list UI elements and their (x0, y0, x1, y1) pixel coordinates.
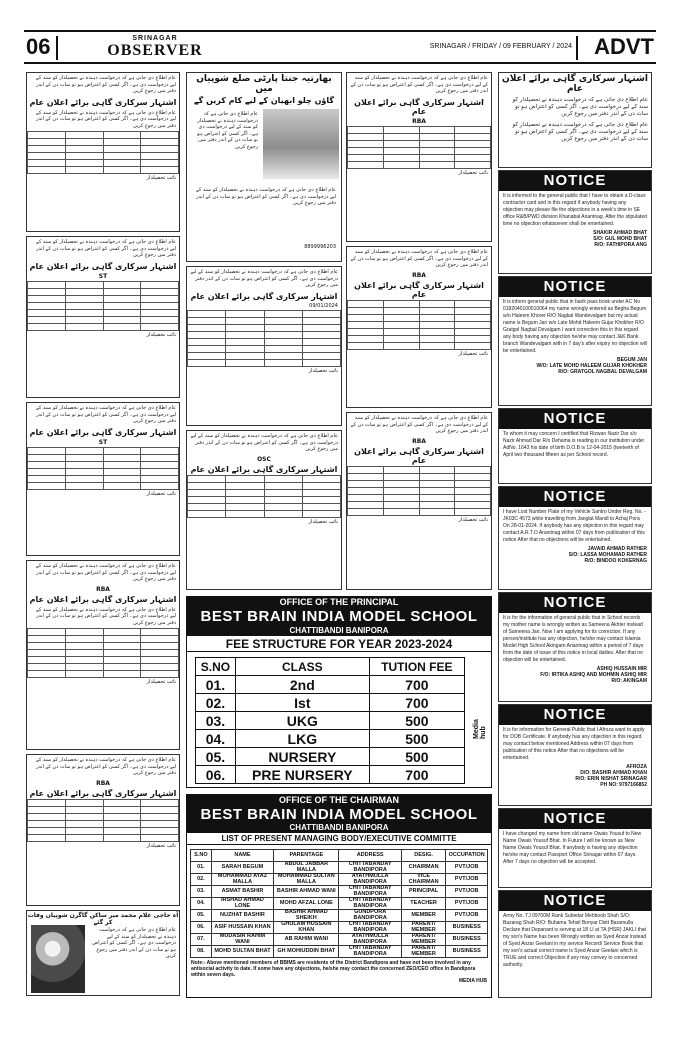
school-location: CHATTIBANDI BANIPORA (187, 626, 491, 636)
ad-signature: نائب تحصیلدار (146, 842, 176, 849)
notice-signature: BEGUM JAN W/O: LATE MOHD HALEEM GUJAR KHOKHER R/O: GRATGOL NAGBAL DEVALGAM (536, 357, 647, 375)
fee-row (196, 730, 465, 748)
notice-box (498, 704, 652, 806)
news-photo (263, 109, 339, 179)
committee-row (191, 946, 488, 958)
fee-title: FEE STRUCTURE FOR YEAR 2023-2024 (187, 636, 491, 652)
notice-body: It is informed to the general public that I have to obtain a D-class contractor card and in this regard if anybody having any objection may please file the objections in a week's time in SE office R&B/PWD division Khanabal Anantnag. After the stipulated time no objection whatsoever shall be entertained. (503, 193, 647, 227)
fee-cell: 700 (369, 766, 464, 784)
notice-body: I have Lost Number Plate of my Vehicle Santro Under Reg. No. - JK03C 4573 while travelling from Janglat Mandi to Achaj Pora On 28-01-2024. If anybody has any objection in this regard may contact A.R.T.O Anantnag within 07 days from publication of this notice After that no objections will be entertained. (503, 509, 646, 543)
divider (576, 36, 578, 60)
committee-cell: BUSINESS (446, 922, 488, 934)
urdu-ad (346, 72, 492, 242)
notice-signature: ASHIQ HUSSAIN MIR F/O: IRTIKA ASHIQ AND MOHMIN ASHIQ MIR R/O: AKINGAM (540, 666, 647, 684)
committee-row (191, 886, 488, 898)
committee-cell: SARAH BEGUM (211, 862, 273, 874)
news-subheading: گاؤں چلو ابھیان کے لیے کام کریں گے (193, 96, 335, 105)
committee-cell: ASMAT BASHIR (211, 886, 273, 898)
committee-row (191, 910, 488, 922)
notice-box (498, 408, 652, 484)
land-table (27, 628, 179, 678)
committee-ad (186, 794, 492, 998)
ad-signature: نائب تحصیلدار (146, 490, 176, 497)
committee-cell: TEACHER (401, 898, 446, 910)
notice-box (498, 592, 652, 702)
fee-column-header: TUTION FEE (369, 658, 464, 676)
committee-row (191, 898, 488, 910)
ad-body: عام اطلاع دی جاتی ہے کہ درخواست دہندہ نے تحصیلدار کو سند کے لیے درخواست دی ہے۔ اگر کسی کو اعتراض ہو تو سات دن کے اندر دفتر میں رجوع کریں (512, 97, 648, 117)
committee-cell: ABDUL JABBAR MALLA (274, 862, 339, 874)
masthead (24, 30, 656, 64)
public-notice-urdu (498, 72, 652, 168)
committee-cell: VICE CHAIRMAN (401, 874, 446, 886)
ad-body: عام اطلاع دی جاتی ہے کہ درخواست دہندہ نے تحصیلدار کو سند کے لیے درخواست دی ہے۔ اگر کسی کو اعتراض ہو تو سات دن کے اندر دفتر میں رجوع کریں (350, 75, 488, 94)
fee-row (196, 712, 465, 730)
fee-column-header: CLASS (235, 658, 369, 676)
ad-signature: نائب تحصیلدار (308, 367, 338, 374)
media-credit: MEDIA HUB (458, 978, 487, 984)
committee-cell: AB RAHIM WANI (274, 934, 339, 946)
land-table (347, 466, 491, 516)
urdu-ad (26, 236, 180, 398)
committee-cell: PVT/JOB (446, 898, 488, 910)
fee-cell: 06. (196, 766, 236, 784)
ad-category: RBA (412, 437, 426, 445)
committee-cell: BASHIR AHMAD WANI (274, 886, 339, 898)
committee-cell: CHITTABANDAY BANDIPORA (339, 946, 401, 958)
committee-cell: GUNDPORA BANDIPORA (339, 910, 401, 922)
newspaper-logo: OBSERVER (107, 42, 203, 59)
committee-cell: 02. (191, 874, 212, 886)
committee-cell: MOHD SULTAN BHAT (211, 946, 273, 958)
committee-cell: 03. (191, 886, 212, 898)
fee-row (196, 748, 465, 766)
fee-cell: NURSERY (235, 748, 369, 766)
committee-row (191, 874, 488, 886)
committee-cell: 07. (191, 934, 212, 946)
fee-cell: 700 (369, 694, 464, 712)
urdu-ad (186, 266, 342, 426)
fee-cell: PRE NURSERY (235, 766, 369, 784)
ad-body: عام اطلاع دی جاتی ہے کہ درخواست دہندہ نے تحصیلدار کو سند کے لیے درخواست دی ہے۔ اگر کسی کو اعتراض ہو تو سات دن کے اندر دفتر میں رجوع کریں (36, 239, 176, 258)
committee-row (191, 934, 488, 946)
committee-row (191, 922, 488, 934)
land-table (27, 281, 179, 331)
urdu-ad (346, 412, 492, 590)
committee-cell: 05. (191, 910, 212, 922)
notice-body: It is inform general public that in bank pass book under AC No 0182040100010064 my name wrongly entered as Begha Begum w/o Haleem Khorer R/O Nagbal Wandevalgam but my actual name is Begum Jan w/o Late Mohd Haleem Gujar Khokher R/O Gratgol Nagbal Devalgam I want correction this in this regard any body having any objection he/she may contact J&K Bank branch Wandevalgam with in 7 day's after expiry no objection will be entertained. (503, 299, 647, 354)
phone-number: 8899996203 (304, 244, 336, 250)
ad-heading: اشتہار سرکاری گاہی برائے اعلان عام (502, 74, 648, 94)
fee-cell: LKG (235, 730, 369, 748)
ad-body: عام اطلاع دی جاتی ہے کہ درخواست دہندہ نے تحصیلدار کو سند کے لیے درخواست دی ہے۔ اگر کسی کو اعتراض ہو تو سات دن کے اندر دفتر میں رجوع کریں (36, 757, 176, 776)
school-location: CHATTIBANDI BANIPORA (187, 823, 491, 833)
committee-cell: BASHIR AHMAD SHEIKH (274, 910, 339, 922)
land-table (27, 799, 179, 842)
committee-cell: ASIF HUSSAIN KHAN (211, 922, 273, 934)
committee-table (190, 849, 488, 958)
ad-category: RBA (412, 271, 426, 279)
urdu-ad (186, 430, 342, 590)
fee-column-header: S.NO (196, 658, 236, 676)
dateline: SRINAGAR / FRIDAY / 09 FEBRUARY / 2024 (429, 43, 572, 50)
committee-cell: MOHAMMAD SULTAN MALLA (274, 874, 339, 886)
notice-heading: NOTICE (499, 891, 651, 911)
ad-heading: اشتہار سرکاری گاہی برائے اعلان عام (29, 427, 177, 437)
notice-signature: AFROZA D/O: BASHIR AHMAD KHAN R/O: ERIN NISHAT SRINAGAR PH NO: 9797166852 (575, 764, 647, 788)
fee-cell: 2nd (235, 676, 369, 694)
portrait-photo (31, 925, 85, 993)
notice-box (498, 808, 652, 888)
news-heading: بھارتیہ جنتا پارٹی ضلع شوپیاں میں (196, 74, 332, 94)
ad-signature: نائب تحصیلدار (458, 516, 488, 523)
committee-column-header: DESIG. (401, 850, 446, 862)
notice-body: Army No. TJ 09700M Rank Subedar Mehboob Shah S/O: Bazarag Shah R/O: Buhama Tehsil Bonyar Distt Baramulla Declare that Depanant is serving at 18 LI at TA (HSR) JAKLI that my son's Name has been Wrongly written as Syed Anzar instead of Syed Anzar Geelani in my service Record/ Service Book that my son's actual correct name is Syed Anzar Geelani which is TRUE and correct Objection if any may convey to concerned authority. (503, 913, 647, 968)
notice-signature: SHAKIR AHMAD BHAT S/O: GUL MOHD BHAT R/O: FATHIPORA ANG (593, 230, 647, 248)
ad-category: RBA (412, 117, 426, 125)
notice-box (498, 486, 652, 590)
committee-cell: MUDASIR RAHIM WANI (211, 934, 273, 946)
committee-cell: 06. (191, 922, 212, 934)
ad-signature: نائب تحصیلدار (146, 331, 176, 338)
urdu-ad (26, 72, 180, 232)
committee-cell: PVT/JOB (446, 862, 488, 874)
notice-heading: NOTICE (499, 171, 651, 191)
ad-signature: نائب تحصیلدار (146, 679, 176, 685)
committee-cell: CHITTABANDAY BANDIPORA (339, 922, 401, 934)
ad-body: عام اطلاع دی جاتی ہے کہ درخواست دہندہ نے تحصیلدار کو سند کے لیے درخواست دی ہے۔ اگر کسی کو اعتراض ہو تو سات دن کے اندر دفتر میں رجوع کریں (36, 109, 176, 129)
ad-heading: اشتہار سرکاری گاہی برائے اعلان عام (354, 280, 484, 299)
ad-signature: نائب تحصیلدار (146, 175, 176, 181)
committee-cell: CHITTABANDAY BANDIPORA (339, 862, 401, 874)
logo-city: SRINAGAR (132, 35, 178, 42)
land-table (27, 131, 179, 174)
committee-column-header: OCCUPATION (446, 850, 488, 862)
committee-title: LIST OF PRESENT MANAGING BODY/EXECUTIVE COMMITTE (187, 833, 491, 845)
obituary-ad (26, 910, 180, 996)
committee-cell: MOHD AFZAL LONE (274, 898, 339, 910)
page-number: 06 (26, 34, 51, 59)
ad-heading: اشتہار سرکاری گاہی برائے اعلان عام (29, 594, 177, 604)
committee-cell: NUZHAT BASHIR (211, 910, 273, 922)
ad-heading: اشتہار سرکاری گاہی برائے اعلان عام (190, 464, 338, 474)
fee-cell: 700 (369, 676, 464, 694)
fee-row (196, 694, 465, 712)
obituary-heading: آہ حاجی غلام محمد میر ساکن گاگرن شوپیاں وفات کر گئے (27, 912, 179, 926)
fee-cell: 01. (196, 676, 236, 694)
land-table (27, 447, 179, 490)
ad-category: ST (98, 272, 108, 280)
committee-cell: CHITTABANDAY BANDIPORA (339, 898, 401, 910)
notice-body: I have changed my name from old name Owais Yousuf to New Name Owais Yousuf Bhat. In Future I will be known as New Name Owais Yousuf Bhat. If anybody is having any objection he/she may contact Passport Office Srinagar within 07 days. After 7 days no objection will be accepted. (503, 831, 642, 865)
ad-heading: اشتہار سرکاری گاہی برائے اعلان عام (354, 97, 484, 116)
committee-cell: AYATHMULLA BANDIPORA (339, 934, 401, 946)
ad-body: عام اطلاع دی جاتی ہے کہ درخواست دہندہ نے تحصیلدار کو سند کے لیے درخواست دی ہے۔ اگر کسی کو اعتراض ہو تو سات دن کے اندر دفتر میں رجوع کریں (36, 75, 176, 94)
committee-cell: PVT/JOB (446, 874, 488, 886)
committee-row (191, 862, 488, 874)
notice-body: It is for the information of general public that in School records my mother name is wrongly written as Sameena Akhter instead of Sameena Jan. Now I am applying for its correction. If any person/institute has any objection, he/she may contact Islamia Model High School Akingam Anantnag within a period of 7 days from the date of issue of this notice in local dailies. After that no objection will be entertained. (503, 615, 644, 663)
ad-category: RBA (96, 585, 110, 593)
committee-cell: PRINCIPAL (401, 886, 446, 898)
fee-table (195, 657, 465, 784)
ad-body: عام اطلاع دی جاتی ہے کہ درخواست دہندہ نے تحصیلدار کو سند کے لیے درخواست دی ہے۔ اگر کسی کو اعتراض ہو تو سات دن کے اندر دفتر میں رجوع کریں (350, 249, 488, 268)
ad-office: OFFICE OF THE CHAIRMAN (187, 795, 491, 806)
committee-cell: PARENT/ MEMBER (401, 922, 446, 934)
committee-cell: PARENT/ MEMBER (401, 934, 446, 946)
fee-cell: 04. (196, 730, 236, 748)
urdu-ad (26, 754, 180, 906)
land-table (347, 300, 491, 350)
ad-signature: نائب تحصیلدار (458, 169, 488, 176)
ad-body: عام اطلاع دی جاتی ہے کہ درخواست دہندہ نے تحصیلدار کو سند کے لیے درخواست دی ہے۔ اگر کسی کو اعتراض ہو تو سات دن کے اندر دفتر میں رجوع کریں (36, 405, 176, 424)
committee-cell: CHAIRMAN (401, 862, 446, 874)
committee-cell: AYATHMULLA BANDIPORA (339, 874, 401, 886)
fee-cell: 02. (196, 694, 236, 712)
ad-heading: اشتہار سرکاری گاہی برائے اعلان عام (29, 261, 177, 271)
fee-structure-ad (186, 596, 492, 788)
committee-cell: MEMBER (401, 910, 446, 922)
ad-body: عام اطلاع دی جاتی ہے کہ درخواست دہندہ نے تحصیلدار کو سند کے لیے درخواست دی ہے۔ اگر کسی کو اعتراض ہو تو سات دن کے اندر دفتر میں رجوع کریں (36, 563, 176, 582)
section-title: ADVT (594, 34, 654, 59)
committee-cell: GH MOHIUDDIN BHAT (274, 946, 339, 958)
ad-date: 09/01/2024 (309, 302, 338, 309)
committee-column-header: S.NO (191, 850, 212, 862)
notice-signature: JAVAID AHMAD RATHER S/O: LASSA MOHAMAD RATHER R/O: BINDOO KOKERNAG (568, 546, 647, 564)
ad-body: عام اطلاع دی جاتی ہے کہ درخواست دہندہ نے تحصیلدار کو سند کے لیے درخواست دی ہے۔ اگر کسی کو اعتراض ہو تو سات دن کے اندر دفتر میں رجوع کریں (92, 927, 176, 959)
fee-cell: UKG (235, 712, 369, 730)
news-body: عام اطلاع دی جاتی ہے کہ درخواست دہندہ نے تحصیلدار کو سند کے لیے درخواست دی ہے۔ اگر کسی کو اعتراض ہو تو سات دن کے اندر دفتر میں رجوع کریں (197, 111, 258, 150)
committee-column-header: NAME (211, 850, 273, 862)
notice-heading: NOTICE (499, 487, 651, 507)
party-news-ad (186, 72, 342, 262)
committee-cell: CHITTABANDAY BANDIPORA (339, 886, 401, 898)
committee-cell: BUSINESS (446, 946, 488, 958)
fee-row (196, 676, 465, 694)
notice-body: To whom it may concern I certified that Rizwan Nazir Dar s/o Nazir Ahmad Dar R/o Dehama is reading in our institution under AdNo. 1643 his date of birth D.O.B is 12-04-2015 (twelveth of April two thousand fifteen as per School record. (503, 431, 645, 458)
notice-heading: NOTICE (499, 593, 651, 613)
ad-heading: اشتہار سرکاری گاہی برائے اعلان عام (354, 446, 484, 465)
ad-body: عام اطلاع دی جاتی ہے کہ درخواست دہندہ نے تحصیلدار کو سند کے لیے درخواست دی ہے۔ اگر کسی کو اعتراض ہو تو سات دن کے اندر دفتر میں رجوع کریں (350, 415, 488, 434)
committee-cell: 04. (191, 898, 212, 910)
ad-body: عام اطلاع دی جاتی ہے کہ درخواست دہندہ نے تحصیلدار کو سند کے لیے درخواست دی ہے۔ اگر کسی کو اعتراض ہو تو سات دن کے اندر دفتر میں رجوع کریں (36, 606, 176, 626)
news-body: عام اطلاع دی جاتی ہے کہ درخواست دہندہ نے تحصیلدار کو سند کے لیے درخواست دی ہے۔ اگر کسی کو اعتراض ہو تو سات دن کے اندر دفتر میں رجوع کریں (196, 187, 336, 206)
fee-cell: 05. (196, 748, 236, 766)
notice-heading: NOTICE (499, 705, 651, 725)
school-name: BEST BRAIN INDIA MODEL SCHOOL (187, 806, 491, 823)
fee-cell: 03. (196, 712, 236, 730)
ad-body: عام اطلاع دی جاتی ہے کہ درخواست دہندہ نے تحصیلدار کو سند کے لیے درخواست دی ہے۔ اگر کسی کو اعتراض ہو تو سات دن کے اندر دفتر میں رجوع کریں (512, 122, 648, 142)
notice-body: It is for information for General Public that I Afroza want to apply for DOB Certificate. If anybody has any objection in this regard may contact below mentioned Address within 07 days from publication of this notice After that no objections will be entertained. (503, 727, 645, 761)
fee-cell: 500 (369, 748, 464, 766)
ad-heading: اشتہار سرکاری گاہی برائے اعلان عام (29, 788, 177, 798)
land-table (347, 126, 491, 169)
committee-column-header: ADDRESS (339, 850, 401, 862)
notice-box (498, 170, 652, 274)
urdu-ad (346, 246, 492, 408)
fee-cell: 500 (369, 712, 464, 730)
ad-category: ST (98, 438, 108, 446)
notice-heading: NOTICE (499, 277, 651, 297)
ad-category: OSC (257, 455, 271, 463)
committee-cell: IRSHAD AHMAD LONE (211, 898, 273, 910)
ad-heading: اشتہار سرکاری گاہی برائے اعلان عام (190, 291, 338, 301)
committee-cell: BUSINESS (446, 934, 488, 946)
urdu-ad (26, 402, 180, 556)
school-name: BEST BRAIN INDIA MODEL SCHOOL (187, 608, 491, 626)
land-table (187, 310, 341, 367)
ad-body: عام اطلاع دی جاتی ہے کہ درخواست دہندہ نے تحصیلدار کو سند کے لیے درخواست دی ہے۔ اگر کسی کو اعتراض ہو تو سات دن کے اندر دفتر میں رجوع کریں (190, 433, 338, 452)
committee-cell: PARENT/ MEMBER (401, 946, 446, 958)
notice-heading: NOTICE (499, 409, 651, 429)
ad-office: OFFICE OF THE PRINCIPAL (187, 597, 491, 608)
notice-box (498, 276, 652, 406)
urdu-ad (26, 560, 180, 750)
committee-cell: 01. (191, 862, 212, 874)
divider (56, 36, 58, 60)
notice-box (498, 890, 652, 998)
committee-cell: PVT/JOB (446, 886, 488, 898)
committee-column-header: PARENTAGE (274, 850, 339, 862)
ad-signature: نائب تحصیلدار (308, 518, 338, 525)
media-credit: Media hub (473, 719, 487, 739)
ad-category: RBA (96, 779, 110, 787)
notice-heading: NOTICE (499, 809, 651, 829)
committee-cell: PVT/JOB (446, 910, 488, 922)
committee-cell: 08. (191, 946, 212, 958)
land-table (187, 475, 341, 518)
ad-signature: نائب تحصیلدار (458, 350, 488, 357)
committee-cell: MOHAMMAD AYAZ MALLA (211, 874, 273, 886)
fee-cell: 500 (369, 730, 464, 748)
ad-body: عام اطلاع دی جاتی ہے کہ درخواست دہندہ نے تحصیلدار کو سند کے لیے درخواست دی ہے۔ اگر کسی کو اعتراض ہو تو سات دن کے اندر دفتر میں رجوع کریں (190, 269, 338, 288)
ad-heading: اشتہار سرکاری گاہی برائے اعلان عام (29, 97, 177, 107)
committee-note: Note:- Above mentioned members of BBIMS are residents of the District Bandipora and have not been involved in any antisocial activity to date. If some have any objections, he/she may contact the concerned ZEO/CEO office in Bandipora within seven days. (191, 960, 476, 978)
fee-row (196, 766, 465, 784)
committee-cell: GHULAM HUSSAIN KHAN (274, 922, 339, 934)
fee-cell: Ist (235, 694, 369, 712)
